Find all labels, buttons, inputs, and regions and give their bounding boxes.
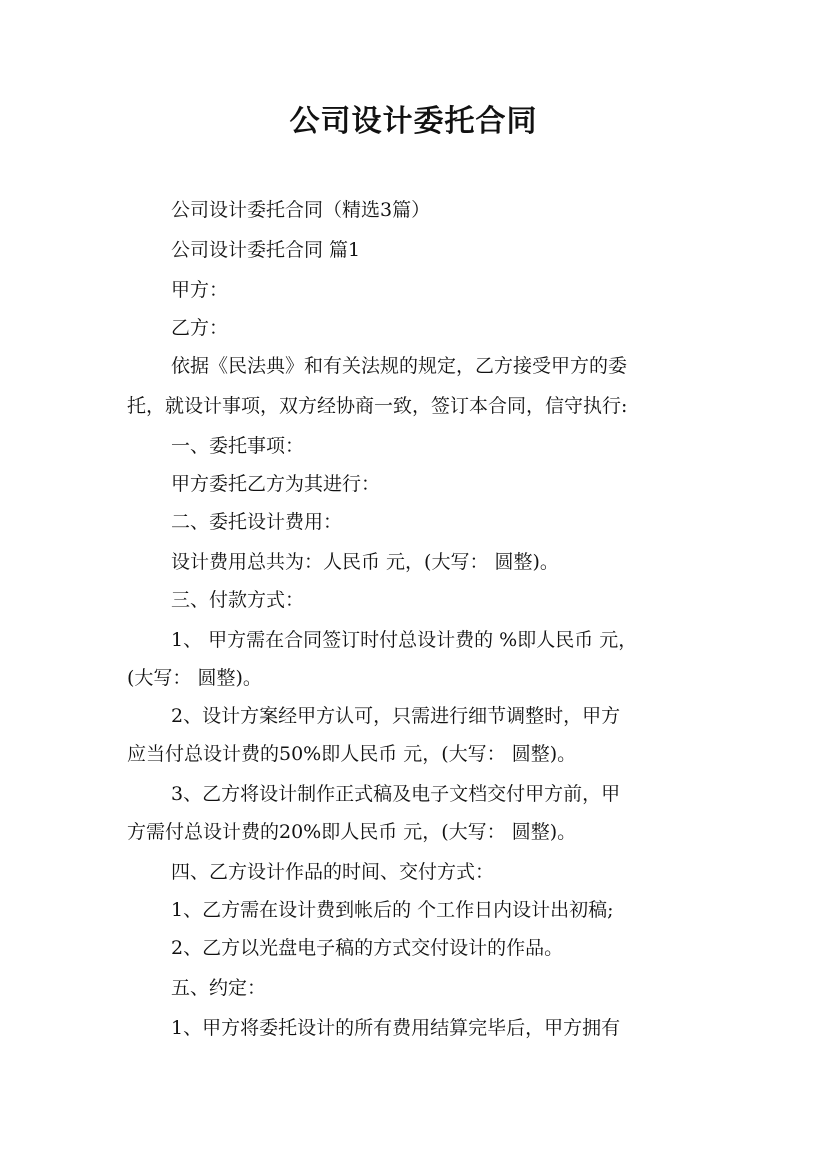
paragraph-payment-3-line-2: 方需付总设计费的20%即人民币 元，(大写： 圆整)。 xyxy=(127,821,577,843)
paragraph-payment-2-line-1: 2、设计方案经甲方认可，只需进行细节调整时，甲方 xyxy=(171,705,621,727)
paragraph-party-b: 乙方： xyxy=(171,317,229,339)
paragraph-payment-1-line-2: (大写： 圆整)。 xyxy=(127,667,262,689)
paragraph-delivery-2: 2、乙方以光盘电子稿的方式交付设计的作品。 xyxy=(171,937,564,959)
paragraph-clause-2-heading: 二、委托设计费用： xyxy=(171,511,343,533)
paragraph-section-heading: 公司设计委托合同 篇1 xyxy=(171,239,361,261)
paragraph-clause-3-heading: 三、付款方式： xyxy=(171,589,305,611)
paragraph-payment-1-line-1: 1、 甲方需在合同签订时付总设计费的 %即人民币 元， xyxy=(171,629,638,651)
paragraph-agreement-1: 1、甲方将委托设计的所有费用结算完毕后，甲方拥有 xyxy=(171,1017,621,1039)
paragraph-basis-line-1: 依据《民法典》和有关法规的规定，乙方接受甲方的委 xyxy=(171,355,628,377)
paragraph-payment-3-line-1: 3、乙方将设计制作正式稿及电子文档交付甲方前，甲 xyxy=(171,783,621,805)
paragraph-party-a: 甲方： xyxy=(171,279,229,301)
paragraph-clause-1-body: 甲方委托乙方为其进行： xyxy=(171,473,381,495)
paragraph-clause-1-heading: 一、委托事项： xyxy=(171,435,305,457)
paragraph-basis-line-2: 托，就设计事项，双方经协商一致，签订本合同，信守执行: xyxy=(127,395,628,417)
paragraph-clause-5-heading: 五、约定： xyxy=(171,977,267,999)
paragraph-clause-2-body: 设计费用总共为：人民币 元，(大写： 圆整)。 xyxy=(171,551,559,573)
paragraph-payment-2-line-2: 应当付总设计费的50%即人民币 元，(大写： 圆整)。 xyxy=(127,743,577,765)
paragraph-intro-title: 公司设计委托合同（精选3篇） xyxy=(171,199,431,221)
paragraph-delivery-1: 1、乙方需在设计费到帐后的 个工作日内设计出初稿; xyxy=(171,899,614,921)
document-title: 公司设计委托合同 xyxy=(289,104,538,139)
paragraph-clause-4-heading: 四、乙方设计作品的时间、交付方式： xyxy=(171,861,495,883)
